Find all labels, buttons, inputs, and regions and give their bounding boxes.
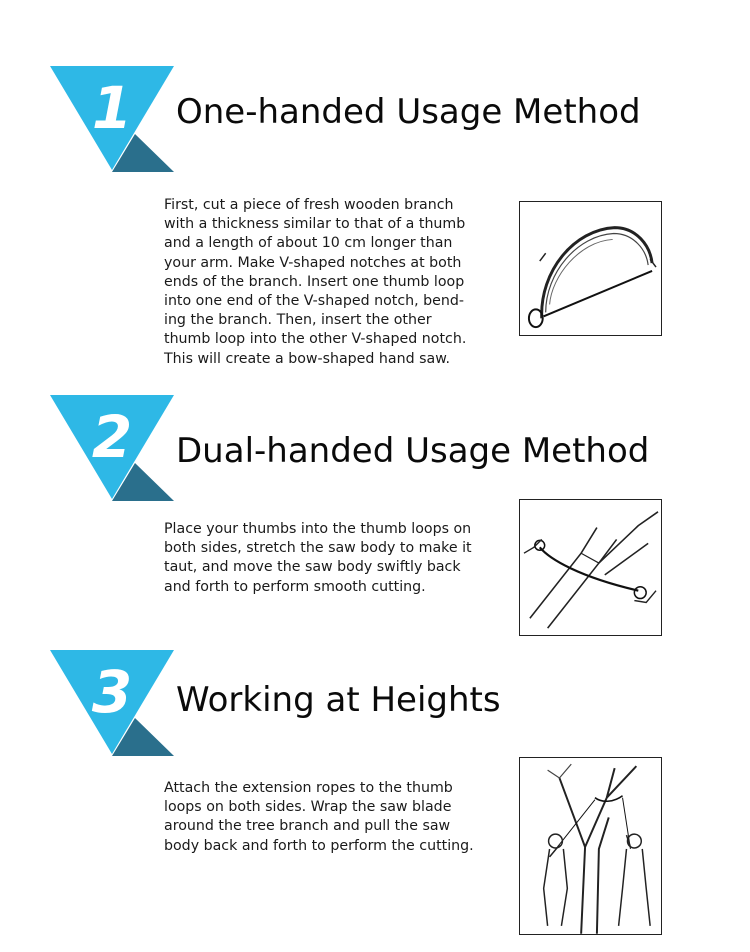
step-3-title: Working at Heights (176, 680, 501, 720)
step-1-number-badge (50, 66, 174, 172)
bow-saw-illustration (519, 201, 662, 336)
step-1-description: First, cut a piece of fresh wooden branch with a thickness similar to that of a thumb and a length of about 10 cm longer than your arm. Make V-shaped notches at both ends of the branch. Insert one thumb loop into one end of the V-shaped notch, bend- ing the branch. Then, insert the other thumb loop into the other V-shaped notch. This will create a bow-shaped hand saw. (164, 197, 467, 367)
step-1-number: 1 (91, 74, 133, 142)
two-hand-cutting-illustration (519, 499, 662, 636)
step-3-description: Attach the extension ropes to the thumb loops on both sides. Wrap the saw blade around the tree branch and pull the saw body back and forth to perform the cutting. (164, 780, 474, 854)
step-3-number-badge (50, 650, 174, 756)
step-2-number: 2 (91, 403, 133, 471)
tree-cutting-illustration (519, 757, 662, 935)
step-2-title: Dual-handed Usage Method (176, 431, 650, 471)
step-1-title: One-handed Usage Method (176, 92, 641, 132)
step-3-number: 3 (91, 658, 133, 726)
step-2-description: Place your thumbs into the thumb loops on both sides, stretch the saw body to make it taut, and move the saw body swiftly back and forth to perform smooth cutting. (164, 521, 472, 595)
step-2-number-badge (50, 395, 174, 501)
